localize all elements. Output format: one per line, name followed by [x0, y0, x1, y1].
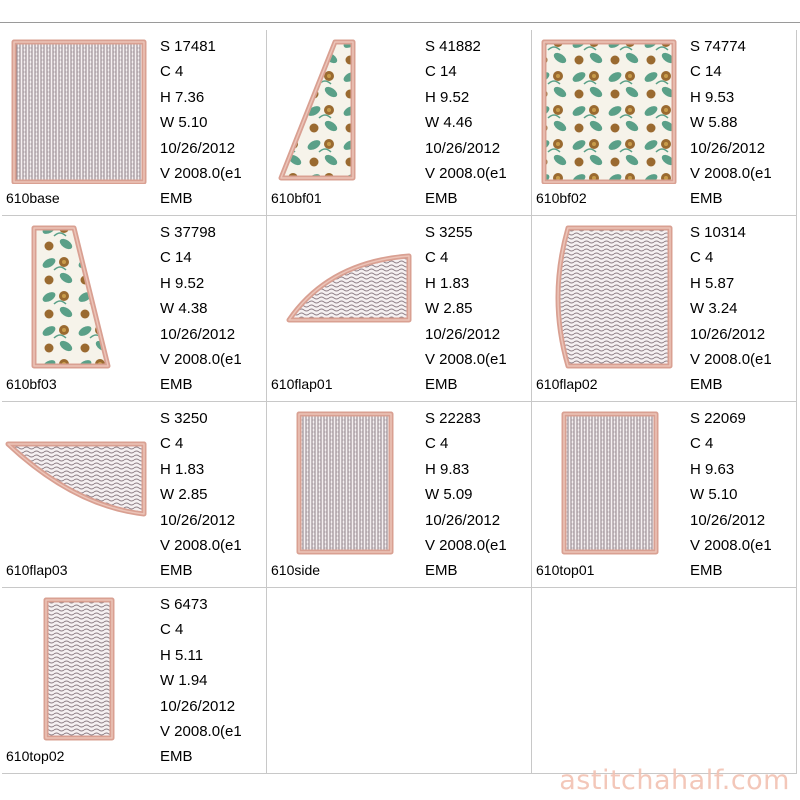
date-value: 10/26/2012 — [160, 511, 236, 529]
color-count: C 14 — [160, 249, 192, 267]
design-info — [690, 406, 772, 584]
width-value: W 4.46 — [425, 114, 473, 132]
stitch-count: S 3255 — [425, 224, 473, 241]
design-tile[interactable] — [532, 402, 797, 588]
design-thumbnail — [534, 34, 684, 184]
format-value: EMB — [690, 376, 723, 394]
width-value: W 5.09 — [425, 486, 473, 504]
height-value: H 5.87 — [690, 274, 735, 292]
format-value: EMB — [690, 190, 723, 208]
design-tile[interactable] — [532, 216, 797, 402]
design-thumbnail — [534, 220, 684, 370]
version-value: V 2008.0(e1 — [160, 164, 242, 182]
format-value: EMB — [690, 562, 723, 580]
stitch-count: S 41882 — [425, 38, 481, 55]
height-value: H 5.11 — [160, 646, 204, 664]
design-tile[interactable] — [532, 30, 797, 216]
empty-cell — [532, 588, 797, 774]
stitch-count: S 74774 — [690, 38, 746, 55]
width-value: W 2.85 — [160, 486, 208, 504]
date-value: 10/26/2012 — [690, 511, 766, 529]
design-thumbnail — [269, 220, 419, 370]
color-count: C 4 — [160, 435, 184, 453]
version-value: V 2008.0(e1 — [690, 164, 772, 182]
format-value: EMB — [425, 190, 458, 208]
design-thumbnail — [534, 406, 684, 556]
design-filename: 610bf02 — [536, 190, 587, 206]
width-value: W 3.24 — [690, 300, 738, 318]
date-value: 10/26/2012 — [160, 697, 236, 715]
stitch-count: S 22069 — [690, 410, 746, 427]
stitch-count: S 37798 — [160, 224, 216, 241]
design-grid — [2, 30, 800, 774]
format-value: EMB — [160, 376, 193, 394]
design-tile[interactable] — [267, 216, 532, 402]
design-thumbnail — [4, 34, 154, 184]
width-value: W 5.88 — [690, 114, 738, 132]
format-value: EMB — [160, 190, 193, 208]
height-value: H 9.83 — [425, 460, 470, 478]
date-value: 10/26/2012 — [690, 325, 766, 343]
format-value: EMB — [160, 748, 193, 766]
format-value: EMB — [425, 562, 458, 580]
format-value: EMB — [425, 376, 458, 394]
height-value: H 1.83 — [425, 274, 470, 292]
color-count: C 4 — [425, 435, 449, 453]
width-value: W 5.10 — [690, 486, 738, 504]
height-value: H 1.83 — [160, 460, 205, 478]
stitch-count: S 3250 — [160, 410, 208, 427]
version-value: V 2008.0(e1 — [690, 536, 772, 554]
design-filename: 610base — [6, 190, 60, 206]
design-tile[interactable] — [2, 588, 267, 774]
height-value: H 7.36 — [160, 88, 205, 106]
design-filename: 610flap01 — [271, 376, 333, 392]
color-count: C 14 — [425, 63, 457, 81]
design-info — [425, 34, 507, 212]
design-filename: 610flap02 — [536, 376, 598, 392]
color-count: C 4 — [690, 435, 714, 453]
version-value: V 2008.0(e1 — [425, 164, 507, 182]
version-value: V 2008.0(e1 — [690, 350, 772, 368]
stitch-count: S 22283 — [425, 410, 481, 427]
color-count: C 4 — [425, 249, 449, 267]
design-thumbnail — [269, 406, 419, 556]
design-info — [160, 220, 242, 398]
design-tile[interactable] — [267, 402, 532, 588]
design-filename: 610bf01 — [271, 190, 322, 206]
version-value: V 2008.0(e1 — [425, 350, 507, 368]
date-value: 10/26/2012 — [160, 139, 236, 157]
color-count: C 4 — [690, 249, 714, 267]
design-thumbnail — [4, 220, 154, 370]
design-filename: 610flap03 — [6, 562, 68, 578]
design-info — [160, 34, 242, 212]
design-filename: 610side — [271, 562, 321, 578]
stitch-count: S 10314 — [690, 224, 746, 241]
design-info — [425, 220, 507, 398]
width-value: W 1.94 — [160, 672, 208, 690]
design-tile[interactable] — [2, 402, 267, 588]
design-tile[interactable] — [2, 216, 267, 402]
width-value: W 4.38 — [160, 300, 208, 318]
date-value: 10/26/2012 — [690, 139, 766, 157]
header-divider — [0, 22, 800, 23]
date-value: 10/26/2012 — [160, 325, 236, 343]
version-value: V 2008.0(e1 — [160, 722, 242, 740]
design-filename: 610top01 — [536, 562, 595, 578]
color-count: C 4 — [160, 621, 184, 639]
format-value: EMB — [160, 562, 193, 580]
color-count: C 4 — [160, 63, 184, 81]
height-value: H 9.52 — [425, 88, 470, 106]
width-value: W 2.85 — [425, 300, 473, 318]
design-thumbnail — [4, 406, 154, 556]
height-value: H 9.53 — [690, 88, 735, 106]
design-info — [690, 34, 772, 212]
design-info — [690, 220, 772, 398]
stitch-count: S 6473 — [160, 596, 208, 613]
empty-cell — [267, 588, 532, 774]
height-value: H 9.63 — [690, 460, 735, 478]
design-filename: 610top02 — [6, 748, 65, 764]
height-value: H 9.52 — [160, 274, 205, 292]
date-value: 10/26/2012 — [425, 139, 501, 157]
color-count: C 14 — [690, 63, 722, 81]
width-value: W 5.10 — [160, 114, 208, 132]
design-info — [425, 406, 507, 584]
version-value: V 2008.0(e1 — [160, 536, 242, 554]
design-tile[interactable] — [2, 30, 267, 216]
version-value: V 2008.0(e1 — [160, 350, 242, 368]
stitch-count: S 17481 — [160, 38, 216, 55]
watermark: astitchahalf.com — [559, 765, 790, 796]
design-info — [160, 592, 242, 770]
version-value: V 2008.0(e1 — [425, 536, 507, 554]
design-thumbnail — [4, 592, 154, 742]
design-info — [160, 406, 242, 584]
date-value: 10/26/2012 — [425, 511, 501, 529]
design-thumbnail — [269, 34, 419, 184]
date-value: 10/26/2012 — [425, 325, 501, 343]
design-filename: 610bf03 — [6, 376, 57, 392]
design-tile[interactable] — [267, 30, 532, 216]
